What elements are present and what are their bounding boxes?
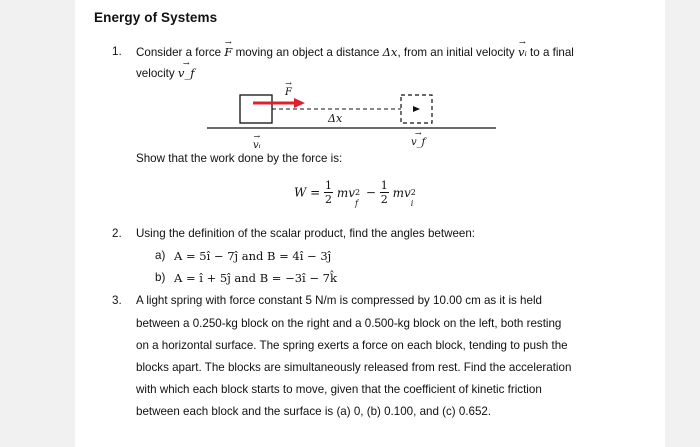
- q2-number: 2.: [112, 227, 122, 240]
- block-initial: [240, 95, 272, 123]
- diagram-vf-label: → v_f: [411, 136, 425, 150]
- q3-number: 3.: [112, 294, 122, 307]
- diagram-dx-label: Δx: [328, 112, 343, 125]
- q1-line1: Consider a force → F moving an object a distance Δx, from an initial velocity → vᵢ to a final: [136, 45, 574, 60]
- q3-line: blocks apart. The blocks are simultaneously released from rest. Find the acceleration: [136, 361, 572, 374]
- q2a-label: a): [155, 249, 166, 262]
- q1-show-text: Show that the work done by the force is:: [136, 152, 343, 165]
- small-arrow-icon: [413, 106, 420, 112]
- q1-line2: velocity → v_f: [136, 66, 195, 81]
- q1-number: 1.: [112, 45, 122, 58]
- q3-line: on a horizontal surface. The spring exerts a force on each block, tending to push the: [136, 339, 568, 352]
- diagram-F-label: → F: [285, 86, 292, 100]
- force-symbol: → F: [224, 45, 232, 59]
- q2a-text: A = 5î − 7ĵ and B = 4î − 3ĵ: [174, 249, 332, 263]
- q2b-label: b): [155, 271, 166, 284]
- work-energy-equation: W = $\frac{1}{2}$ mv 2 f − $\frac{1}{2}$ mv 2 i: [294, 179, 416, 208]
- q2b-text: A = î + 5ĵ and B = −3î − 7k̂: [174, 271, 337, 285]
- q2-text: Using the definition of the scalar product, find the angles between:: [136, 227, 476, 240]
- q3-line: between a 0.250-kg block on the right and a 0.500-kg block on the left, both resting: [136, 317, 562, 330]
- q3-line: with which each block starts to move, given that the coefficient of kinetic friction: [136, 383, 542, 396]
- q3-line: between each block and the surface is (a) 0, (b) 0.100, and (c) 0.652.: [136, 405, 492, 418]
- q3-line: A light spring with force constant 5 N/m is compressed by 10.00 cm as it is held: [136, 294, 542, 307]
- force-arrowhead-icon: [294, 98, 305, 108]
- page-title: Energy of Systems: [94, 10, 218, 25]
- diagram-vi-label: → vᵢ: [253, 139, 261, 153]
